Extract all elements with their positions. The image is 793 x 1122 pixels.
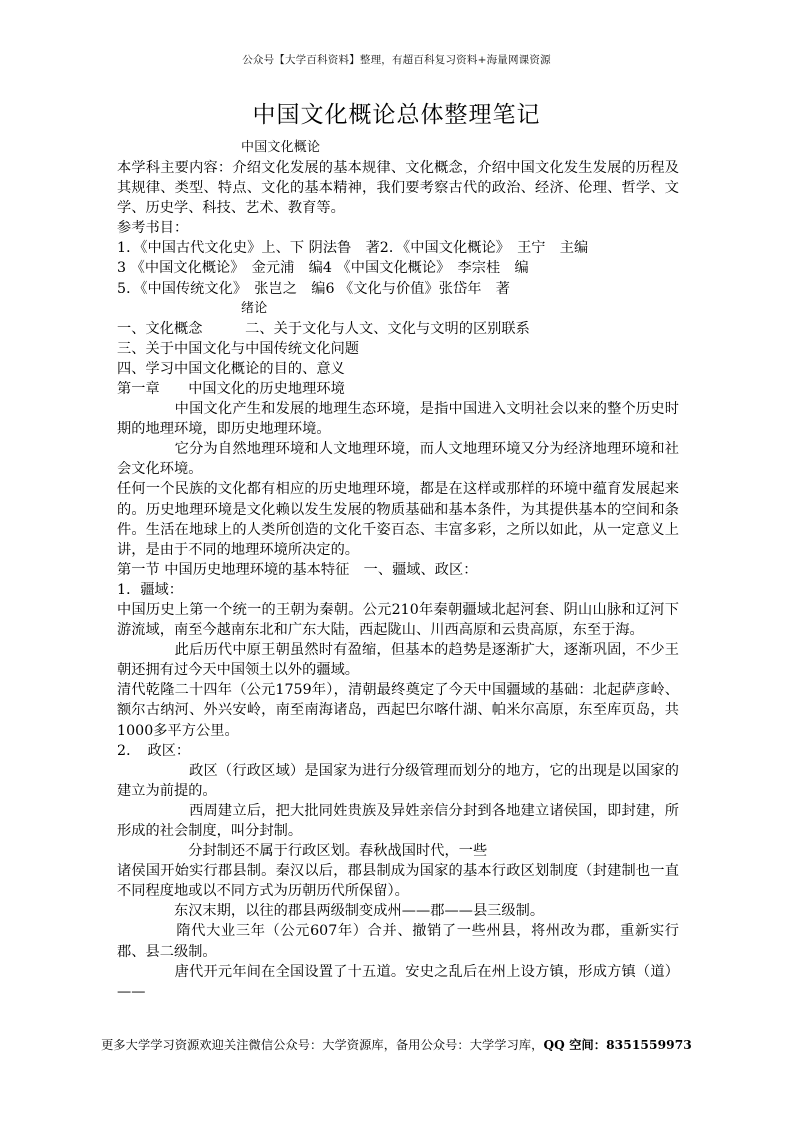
item-2-label: 2． 政区： — [117, 742, 191, 759]
item-1-paragraph-2: 此后历代中原王朝虽然时有盈缩，但基本的趋势是逐渐扩大，逐渐巩固，不少王朝还拥有过今天中国领土以外的疆域。 — [117, 642, 679, 679]
document-subtitle: 中国文化概论 — [241, 140, 321, 155]
preface-label: 绪论 — [241, 300, 268, 316]
footer-qq-text: QQ 空间：8351559973 — [543, 1038, 692, 1052]
document-body — [117, 138, 679, 1002]
item-2-paragraph-4: 诸侯国开始实行郡县制。秦汉以后，郡县制成为国家的基本行政区划制度（封建制也一直不同程度地或以不同方式为历朝历代所保留）。 — [117, 863, 679, 900]
header-promo-note: 公众号【大学百科资料】整理，有超百科复习资料+海量网课资源 — [242, 54, 551, 66]
outline-item: 四、学习中国文化概论的目的、意义 — [117, 360, 345, 377]
item-2-paragraph-1: 政区（行政区域）是国家为进行分级管理而划分的地方，它的出现是以国家的建立为前提的。 — [117, 762, 679, 799]
reference-item: 5．《中国传统文化》 张岂之 编6 《文化与价值》张岱年 著 — [117, 280, 510, 297]
item-2-paragraph-5: 东汉末期，以往的郡县两级制变成州——郡——县三级制。 — [117, 903, 545, 920]
section-1-heading: 第一节 中国历史地理环境的基本特征 一、疆域、政区： — [117, 561, 478, 578]
item-2-paragraph-2: 西周建立后，把大批同姓贵族及异姓亲信分封到各地建立诸侯国，即封建，所形成的社会制度，叫分封制。 — [117, 802, 679, 839]
page-title: 中国文化概论总体整理笔记 — [252, 102, 541, 128]
reference-item: 1．《中国古代文化史》上、下 阴法鲁 著2．《中国文化概论》 王宁 主编 — [117, 240, 589, 257]
intro-paragraph: 本学科主要内容：介绍文化发展的基本规律、文化概念，介绍中国文化发生发展的历程及其规律、类型、特点、文化的基本精神，我们要考察古代的政治、经济、伦理、哲学、文学、历史学、科技、艺术、教育等。 — [117, 160, 679, 217]
chapter-1-heading: 第一章 中国文化的历史地理环境 — [117, 380, 345, 397]
outline-item: 三、关于中国文化与中国传统文化问题 — [117, 340, 360, 357]
item-2-paragraph-3: 分封制还不属于行政区划。春秋战国时代，一些 — [117, 843, 488, 860]
footer-note-text: 更多大学学习资源欢迎关注微信公众号：大学资源库，备用公众号：大学学习库， — [101, 1038, 544, 1052]
item-1-label: 1．疆域： — [117, 581, 184, 598]
references-heading: 参考书目： — [117, 220, 189, 237]
reference-item: 3 《中国文化概论》 金元浦 编4 《中国文化概论》 李宗桂 编 — [117, 260, 529, 277]
item-2-paragraph-6: 隋代大业三年（公元607年）合并、撤销了一些州县，将州改为郡，重新实行郡、县二级制。 — [117, 923, 679, 960]
footer-promo-note — [0, 1036, 793, 1054]
item-1-paragraph-1: 中国历史上第一个统一的王朝为秦朝。公元210年秦朝疆域北起河套、阴山山脉和辽河下游流域，南至今越南东北和广东大陆，西起陇山、川西高原和云贵高原，东至于海。 — [117, 601, 679, 639]
chapter-1-paragraph-2: 它分为自然地理环境和人文地理环境，而人文地理环境又分为经济地理环境和社会文化环境。 — [117, 441, 679, 478]
outline-item: 一、文化概念 二、关于文化与人文、文化与文明的区别联系 — [117, 320, 530, 337]
item-2-paragraph-7: 唐代开元年间在全国设置了十五道。安史之乱后在州上设方镇，形成方镇（道）—— — [117, 963, 679, 1000]
item-1-paragraph-3: 清代乾隆二十四年（公元1759年），清朝最终奠定了今天中国疆域的基础：北起萨彦岭、额尔古纳河、外兴安岭，南至南海诸岛，西起巴尔喀什湖、帕米尔高原，东至库页岛，共1000多平方公里。 — [117, 682, 679, 739]
chapter-1-paragraph-3: 任何一个民族的文化都有相应的历史地理环境，都是在这样或那样的环境中蕴育发展起来的。历史地理环境是文化赖以发生发展的物质基础和基本条件，为其提供基本的空间和条件。生活在地球上的人类所创造的文化千姿百态、丰富多彩，之所以如此，从一定意义上讲，是由于不同的地理环境所决定的。 — [117, 481, 679, 558]
chapter-1-paragraph-1: 中国文化产生和发展的地理生态环境，是指中国进入文明社会以来的整个历史时期的地理环境，即历史地理环境。 — [117, 401, 679, 438]
